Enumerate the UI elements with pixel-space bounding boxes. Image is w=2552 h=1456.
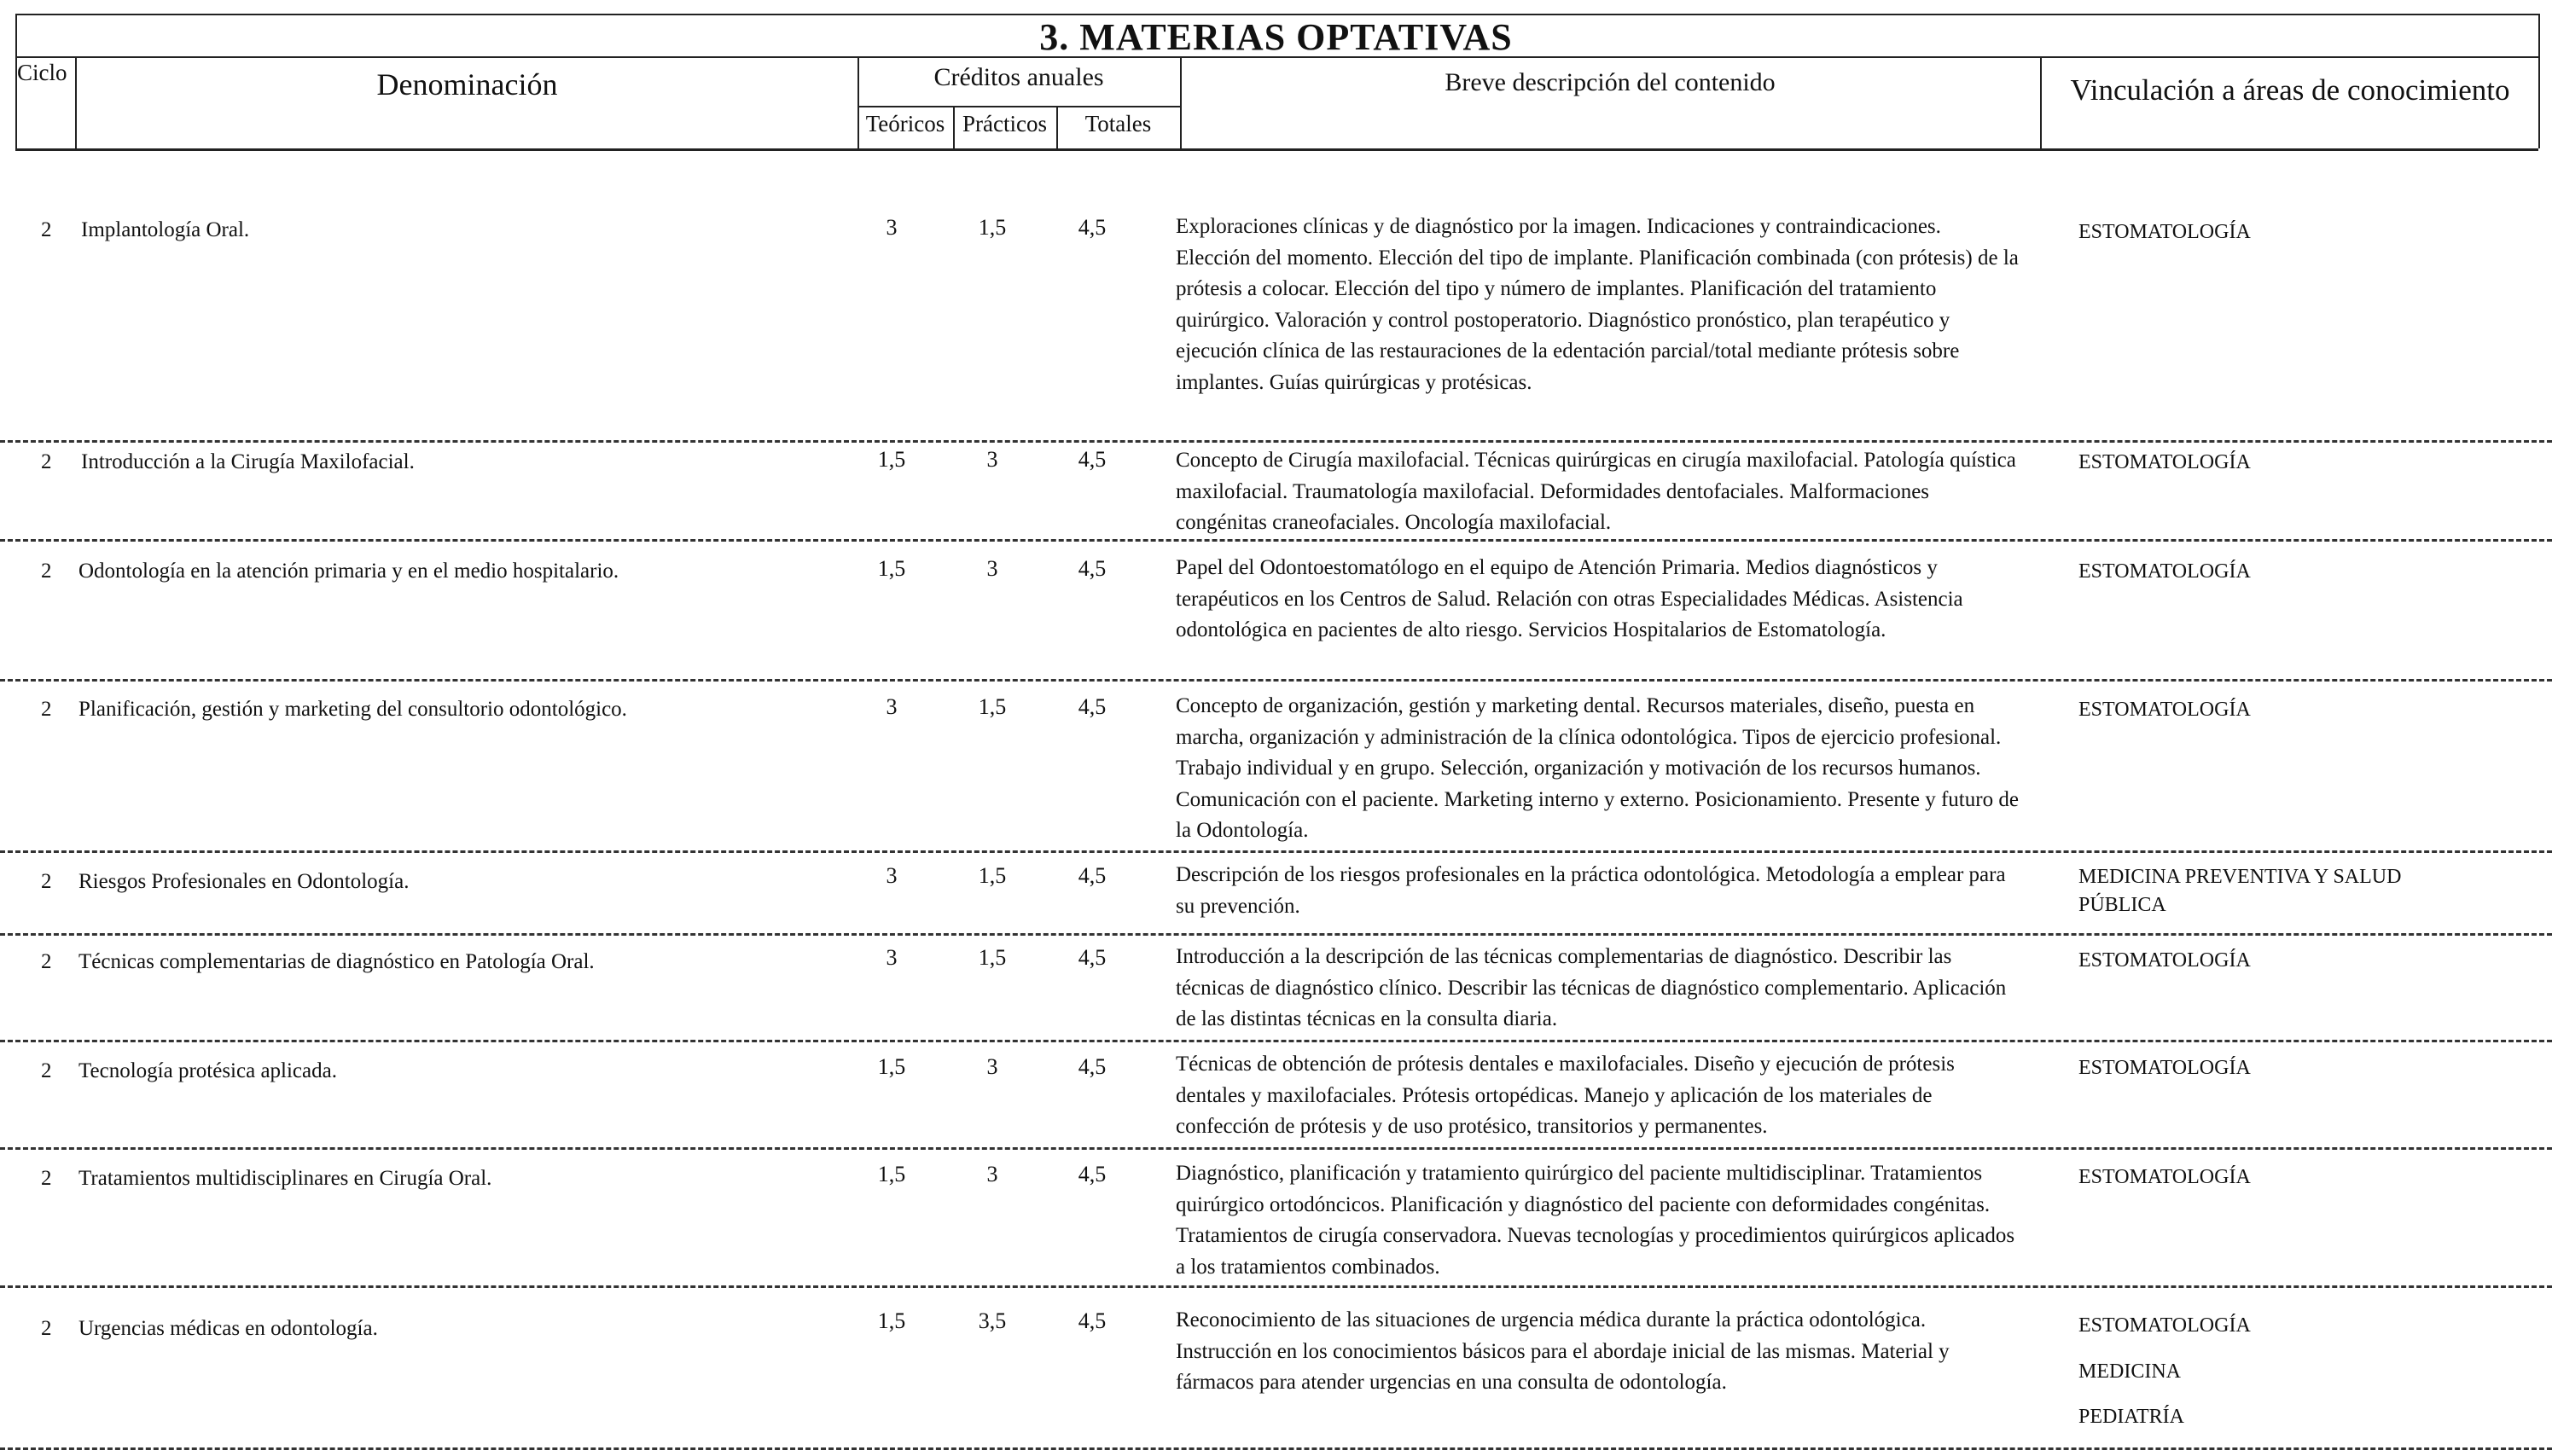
row-denominacion: Introducción a la Cirugía Maxilofacial. xyxy=(81,450,415,473)
row-teoricos: 1,5 xyxy=(877,556,906,581)
row-descripcion: Concepto de Cirugía maxilofacial. Técnicas quirúrgicas en cirugía maxilofacial. Patología quística maxilofacial. Traumatología maxilofacial. Deformidades dentofaciales. Malformaciones congénitas craneofaciales. Oncología maxilofacial. xyxy=(1176,449,2016,534)
header-teoricos: Teóricos xyxy=(865,111,945,136)
row-totales: 4,5 xyxy=(1078,945,1107,970)
header-totales: Totales xyxy=(1084,111,1152,136)
row-teoricos: 1,5 xyxy=(877,1308,906,1333)
row-denominacion: Planificación, gestión y marketing del consultorio odontológico. xyxy=(78,698,627,721)
row-separator xyxy=(0,440,2552,443)
row-teoricos: 3 xyxy=(886,863,898,888)
header-descripcion: Breve descripción del contenido xyxy=(1445,68,1776,96)
row-teoricos: 1,5 xyxy=(877,1162,906,1186)
row-practicos: 1,5 xyxy=(978,694,1007,719)
row-separator xyxy=(0,1040,2552,1042)
row-denominacion: Urgencias médicas en odontología. xyxy=(78,1317,378,1340)
row-ciclo: 2 xyxy=(41,870,52,893)
row-ciclo: 2 xyxy=(41,950,52,973)
row-descripcion: Exploraciones clínicas y de diagnóstico por la imagen. Indicaciones y contraindicaciones. Elección del momento. Elección del tipo de implante. Planificación combinada (con prótesis) de la prótesis a colocar. Elección del tipo y número de implantes. Planificación del tratamiento quirúrgico. Valoración y control postoperatorio. Diagnóstico pronóstico, plan terapéutico y ejecución clínica de las restauraciones de la edentación parcial/total mediante prótesis sobre implantes. Guías quirúrgicas y protésicas. xyxy=(1176,215,2019,394)
row-totales: 4,5 xyxy=(1078,1054,1107,1079)
row-totales: 4,5 xyxy=(1078,447,1107,472)
row-denominacion: Implantología Oral. xyxy=(81,218,250,241)
row-practicos: 3 xyxy=(986,556,998,581)
row-descripcion: Descripción de los riesgos profesionales en la práctica odontológica. Metodología a emplear para su prevención. xyxy=(1176,863,2006,918)
row-descripcion: Reconocimiento de las situaciones de urgencia médica durante la práctica odontológica. Instrucción en los conocimientos básicos para el abordaje inicial de las mismas. Material y fármacos para atender urgencias en una consulta de odontología. xyxy=(1176,1308,1950,1394)
row-teoricos: 3 xyxy=(886,694,898,719)
row-area: ESTOMATOLOGÍA xyxy=(2078,221,2251,243)
row-ciclo: 2 xyxy=(41,698,52,721)
row-totales: 4,5 xyxy=(1078,863,1107,888)
row-denominacion: Odontología en la atención primaria y en el medio hospitalario. xyxy=(78,560,619,583)
row-practicos: 3 xyxy=(986,1054,998,1079)
row-teoricos: 1,5 xyxy=(877,1054,906,1079)
row-totales: 4,5 xyxy=(1078,1308,1107,1333)
row-separator xyxy=(0,1147,2552,1150)
header-creditos: Créditos anuales xyxy=(933,63,1104,91)
row-teoricos: 1,5 xyxy=(877,447,906,472)
row-separator xyxy=(0,1285,2552,1288)
row-area: MEDICINA PREVENTIVA Y SALUD PÚBLICA xyxy=(2078,866,2402,916)
row-practicos: 3 xyxy=(986,1162,998,1186)
row-area: ESTOMATOLOGÍA xyxy=(2078,451,2251,473)
row-area: PEDIATRÍA xyxy=(2078,1406,2184,1428)
row-teoricos: 3 xyxy=(886,945,898,970)
credits-subheader-border xyxy=(857,106,1180,107)
header-denominacion: Denominación xyxy=(376,67,558,102)
row-practicos: 3,5 xyxy=(978,1308,1007,1333)
row-practicos: 1,5 xyxy=(978,863,1007,888)
row-descripcion: Técnicas de obtención de prótesis dentales e maxilofaciales. Diseño y ejecución de prótesis dentales y maxilofaciales. Prótesis ortopédicas. Manejo y aplicación de los materiales de confección de prótesis y de uso protésico, transitorios y permanentes. xyxy=(1176,1053,1955,1138)
row-area: ESTOMATOLOGÍA xyxy=(2078,1314,2251,1337)
row-area: ESTOMATOLOGÍA xyxy=(2078,949,2251,972)
row-descripcion: Papel del Odontoestomatólogo en el equipo de Atención Primaria. Medios diagnósticos y terapéuticos en los Centros de Salud. Relación con otras Especialidades Médicas. Asistencia odontológica en pacientes de alto riesgo. Servicios Hospitalarios de Estomatología. xyxy=(1176,556,1963,641)
row-denominacion: Técnicas complementarias de diagnóstico en Patología Oral. xyxy=(78,950,595,973)
row-practicos: 1,5 xyxy=(978,215,1007,240)
header-vinculacion: Vinculación a áreas de conocimiento xyxy=(2070,73,2510,107)
row-descripcion: Concepto de organización, gestión y marketing dental. Recursos materiales, diseño, puesta en marcha, organización y administración de la clínica odontológica. Tipos de ejercicio profesional. Trabajo individual y en grupo. Selección, organización y motivación de los recursos humanos. Comunicación con el paciente. Marketing interno y externo. Posicionamiento. Presente y futuro de la Odontología. xyxy=(1176,694,2019,842)
row-separator xyxy=(0,539,2552,542)
row-ciclo: 2 xyxy=(41,1317,52,1340)
row-area: MEDICINA xyxy=(2078,1360,2181,1383)
row-descripcion: Diagnóstico, planificación y tratamiento quirúrgico del paciente multidisciplinar. Tratamientos quirúrgico ortodóncicos. Planificación y diagnóstico del paciente con deformidades congénitas. Tratamientos de cirugía conservadora. Nuevas tecnologías y procedimientos quirúrgicos aplicados a los tratamientos combinados. xyxy=(1176,1162,2015,1279)
row-denominacion: Riesgos Profesionales en Odontología. xyxy=(78,870,410,893)
row-totales: 4,5 xyxy=(1078,215,1107,240)
row-denominacion: Tecnología protésica aplicada. xyxy=(78,1059,337,1082)
row-ciclo: 2 xyxy=(41,218,52,241)
row-separator xyxy=(0,1447,2552,1450)
row-ciclo: 2 xyxy=(41,1059,52,1082)
header-practicos: Prácticos xyxy=(962,111,1047,136)
row-area: ESTOMATOLOGÍA xyxy=(2078,560,2251,583)
row-totales: 4,5 xyxy=(1078,694,1107,719)
row-area: ESTOMATOLOGÍA xyxy=(2078,1166,2251,1188)
header-ciclo: Ciclo xyxy=(17,60,67,85)
row-teoricos: 3 xyxy=(886,215,898,240)
row-area: ESTOMATOLOGÍA xyxy=(2078,699,2251,721)
header-bottom-border xyxy=(15,148,2538,151)
row-separator xyxy=(0,933,2552,936)
row-ciclo: 2 xyxy=(41,560,52,583)
row-ciclo: 2 xyxy=(41,1167,52,1190)
row-practicos: 3 xyxy=(986,447,998,472)
page-title: 3. MATERIAS OPTATIVAS xyxy=(1039,16,1513,58)
row-separator xyxy=(0,850,2552,853)
row-totales: 4,5 xyxy=(1078,556,1107,581)
row-descripcion: Introducción a la descripción de las técnicas complementarias de diagnóstico. Describir las técnicas de diagnóstico clínico. Describir las técnicas de diagnóstico complementario. Aplicación de las distintas técnicas en la consulta diaria. xyxy=(1176,945,2007,1030)
row-denominacion: Tratamientos multidisciplinares en Cirugía Oral. xyxy=(78,1167,492,1190)
row-separator xyxy=(0,679,2552,682)
row-area: ESTOMATOLOGÍA xyxy=(2078,1057,2251,1079)
row-totales: 4,5 xyxy=(1078,1162,1107,1186)
row-ciclo: 2 xyxy=(41,450,52,473)
row-practicos: 1,5 xyxy=(978,945,1007,970)
